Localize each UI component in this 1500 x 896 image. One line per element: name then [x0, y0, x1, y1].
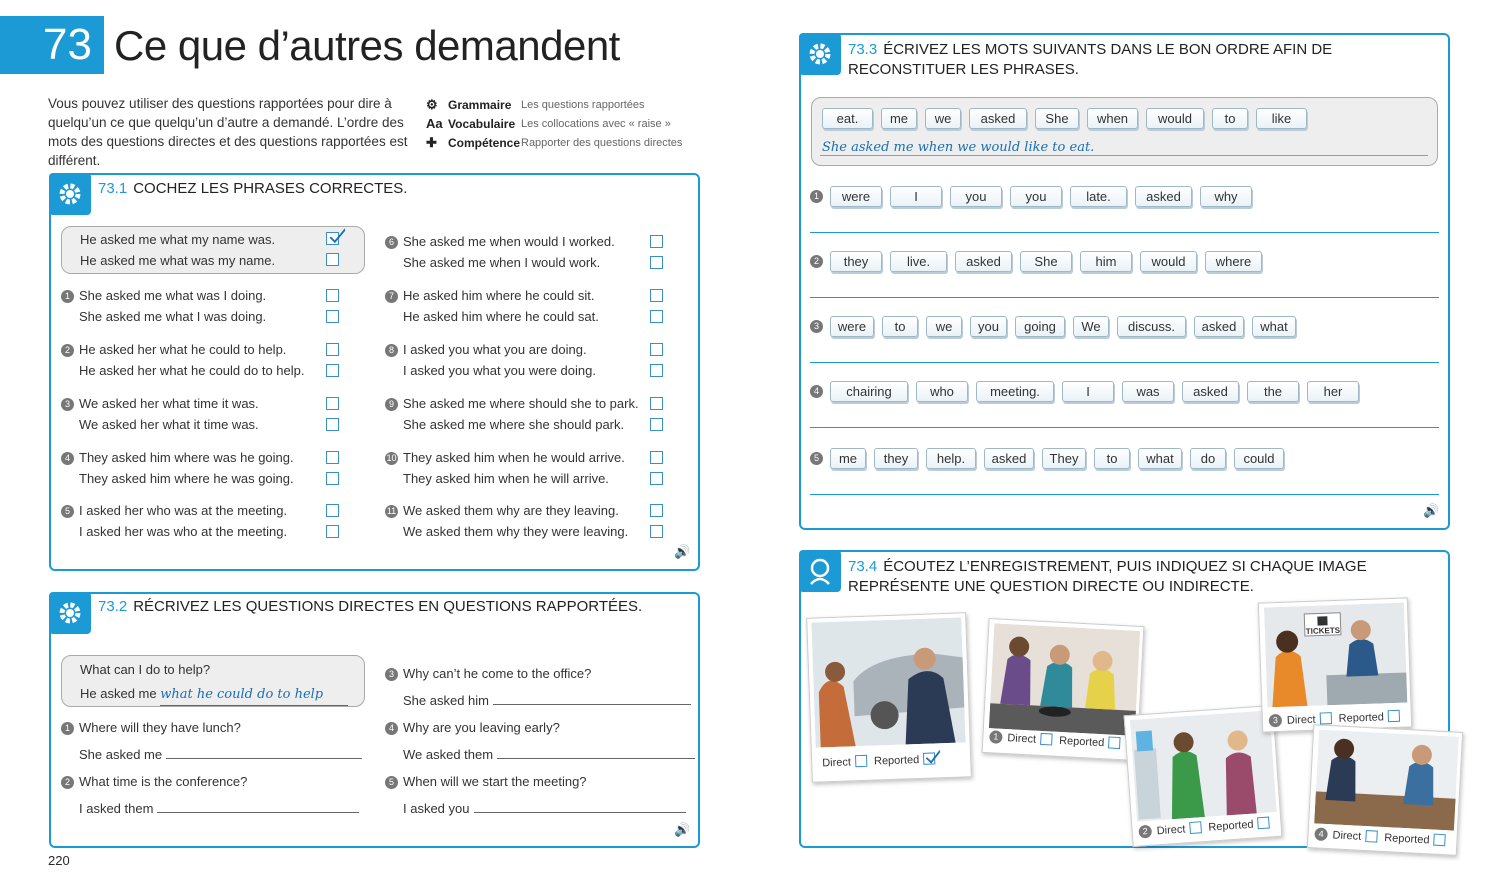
speaker-icon[interactable]: 🔊 [674, 822, 691, 837]
item-number: 9 [385, 398, 398, 411]
example-question: What can I do to help? [80, 662, 211, 677]
checkbox[interactable] [326, 253, 339, 266]
word-tile[interactable]: discuss. [1117, 316, 1186, 337]
sentence-option [61, 339, 286, 360]
checkbox[interactable] [326, 451, 339, 464]
sentence-option [61, 306, 266, 327]
checkbox[interactable] [650, 525, 663, 538]
legend-row [426, 133, 682, 152]
example-sentence: He asked me what was my name. [80, 253, 276, 268]
legend-key: Grammaire [448, 97, 512, 112]
item-number: 1 [810, 190, 823, 203]
word-tile[interactable]: would [1146, 108, 1204, 129]
sentence-option [61, 447, 294, 468]
chapter-number: 73 [0, 16, 104, 74]
direct-label: Direct [822, 756, 852, 770]
item-number: 5 [385, 776, 398, 789]
checkbox[interactable] [326, 289, 339, 302]
item-number: 7 [385, 290, 398, 303]
aa-icon: Aa [426, 116, 443, 131]
sentence-text: He asked her what he could to help. [79, 342, 287, 357]
exercise-title [98, 598, 642, 615]
sentence-option [61, 393, 259, 414]
exercise-instruction: ÉCRIVEZ LES MOTS SUIVANTS DANS LE BON ORDRE AFIN DE [883, 41, 1333, 58]
item-number: 2 [61, 776, 74, 789]
answer-prefix: We asked them [403, 747, 494, 762]
word-tile[interactable]: do [1190, 448, 1226, 469]
word-tile[interactable]: what [1138, 448, 1182, 469]
sentence-text: She asked me what was I doing. [79, 288, 267, 303]
exercise-instruction: RECONSTITUER LES PHRASES. [848, 61, 1079, 78]
sentence-text: She asked me where she should park. [403, 417, 625, 432]
reported-checkbox[interactable] [1108, 736, 1121, 749]
sentence-option [385, 393, 639, 414]
direct-checkbox[interactable] [1319, 712, 1331, 724]
answer-line[interactable] [810, 494, 1439, 495]
answer-row [403, 744, 695, 765]
reported-label: Reported [1338, 711, 1385, 725]
answer-row [79, 798, 359, 819]
photo-caption [822, 752, 939, 769]
sentence-text: She asked me what I was doing. [79, 309, 267, 324]
sentence-text: They asked him when he will arrive. [403, 471, 609, 486]
photo-card-3 [1258, 597, 1412, 732]
sentence-option [61, 414, 259, 435]
checkbox[interactable] [326, 343, 339, 356]
exercise-instruction: REPRÉSENTE UNE QUESTION DIRECTE OU INDIRECTE. [848, 578, 1254, 595]
answer-row [403, 798, 686, 819]
word-tile[interactable]: we [925, 108, 961, 129]
sentence-option [61, 500, 287, 521]
sentence-text: He asked him where he could sat. [403, 309, 599, 324]
puzzle-icon: ✚ [426, 134, 437, 150]
direct-checkbox[interactable] [1040, 733, 1053, 746]
word-tile[interactable]: me [881, 108, 917, 129]
item-number: 1 [61, 722, 74, 735]
item-number: 4 [61, 452, 74, 465]
checkbox[interactable] [326, 504, 339, 517]
item-number: 5 [810, 452, 823, 465]
answer-line[interactable] [810, 362, 1439, 363]
reported-label: Reported [1058, 734, 1105, 750]
sentence-text: He asked him where he could sit. [403, 288, 595, 303]
word-tile[interactable]: you [950, 186, 1002, 207]
word-tile[interactable]: him [1080, 251, 1132, 272]
reported-label: Reported [873, 753, 920, 768]
sentence-text: They asked him when he would arrive. [403, 450, 625, 465]
listening-head-icon [799, 550, 841, 592]
answer-line[interactable] [810, 232, 1439, 233]
question-text: When will we start the meeting? [403, 774, 587, 789]
checkbox[interactable] [650, 451, 663, 464]
tickets-sign: TICKETS [1305, 625, 1341, 636]
word-tile[interactable]: who [916, 381, 968, 402]
legend-value: Les collocations avec « raise » [521, 117, 671, 130]
word-tile[interactable]: where [1205, 251, 1262, 272]
photo-illustration [1264, 603, 1407, 708]
word-tile[interactable]: to [1212, 108, 1248, 129]
checkbox[interactable] [650, 364, 663, 377]
word-tile[interactable]: when [1087, 108, 1138, 129]
direct-question [385, 771, 587, 792]
checkbox[interactable] [326, 397, 339, 410]
item-number: 4 [1314, 827, 1328, 841]
word-tile[interactable]: chairing [830, 381, 908, 402]
item-number: 3 [385, 668, 398, 681]
sentence-option [385, 360, 596, 381]
photo-card-4 [1307, 724, 1463, 856]
checkbox[interactable] [326, 310, 339, 323]
sentence-option [385, 339, 587, 360]
sentence-text: We asked her what it time was. [79, 417, 259, 432]
sentence-text: We asked them why they were leaving. [403, 524, 629, 539]
item-number: 3 [1269, 714, 1282, 727]
question-text: Where will they have lunch? [79, 720, 241, 735]
sentence-option [61, 521, 287, 542]
word-tile[interactable]: going [1015, 316, 1065, 337]
sentence-text: We asked her what time it was. [79, 396, 259, 411]
sentence-option [385, 306, 599, 327]
answer-line[interactable] [810, 427, 1439, 428]
word-tile[interactable]: She [1035, 108, 1079, 129]
photo-illustration [1314, 729, 1459, 830]
legend [426, 95, 682, 152]
example-answer: She asked me when we would like to eat. [822, 140, 1095, 155]
word-tile[interactable]: me [830, 448, 866, 469]
reported-checkbox[interactable] [1388, 710, 1400, 722]
checkbox[interactable] [650, 504, 663, 517]
word-tile[interactable]: was [1122, 381, 1174, 402]
photo-illustration [1130, 710, 1277, 822]
word-tile[interactable]: asked [984, 448, 1034, 469]
checkbox[interactable] [650, 418, 663, 431]
page-number: 220 [48, 853, 70, 868]
example-answer-line [80, 683, 348, 704]
word-tile[interactable]: why [1200, 186, 1252, 207]
exercise-title [98, 180, 407, 197]
word-tile[interactable]: asked [1182, 381, 1239, 402]
sentence-option [385, 521, 628, 542]
word-tile[interactable]: to [1094, 448, 1130, 469]
word-tile[interactable]: could [1234, 448, 1284, 469]
word-tile[interactable]: meeting. [976, 381, 1054, 402]
sentence-option [61, 468, 294, 489]
sentence-text: I asked you what you are doing. [403, 342, 587, 357]
word-tile[interactable]: asked [1135, 186, 1192, 207]
word-tile[interactable]: They [1042, 448, 1086, 469]
word-tile[interactable]: I [1062, 381, 1114, 402]
sentence-option [385, 231, 615, 252]
word-tile[interactable]: live. [890, 251, 947, 272]
word-tile[interactable]: to [882, 316, 918, 337]
sentence-option [61, 285, 266, 306]
photo-illustration [989, 623, 1140, 735]
answer-prefix: She asked me [79, 747, 163, 762]
checkbox[interactable] [650, 310, 663, 323]
sentence-option [385, 285, 594, 306]
exercise-instruction: RÉCRIVEZ LES QUESTIONS DIRECTES EN QUESTIONS RAPPORTÉES. [133, 598, 643, 615]
checkbox-checked[interactable] [326, 232, 339, 245]
direct-checkbox[interactable] [1365, 830, 1378, 843]
gear-icon [49, 173, 91, 215]
page-title: Ce que d’autres demandent [114, 22, 620, 69]
word-tile[interactable]: would [1140, 251, 1197, 272]
checkbox[interactable] [326, 418, 339, 431]
checkbox[interactable] [650, 235, 663, 248]
example-sentence: He asked me what my name was. [80, 232, 276, 247]
answer-line[interactable] [810, 297, 1439, 298]
sentence-option [61, 360, 304, 381]
answer-blank[interactable] [166, 745, 362, 759]
word-tile[interactable]: you [1010, 186, 1062, 207]
gear-icon [49, 592, 91, 634]
item-number: 10 [386, 453, 397, 463]
word-tile[interactable]: they [874, 448, 918, 469]
question-text: What time is the conference? [79, 774, 248, 789]
legend-row [426, 95, 682, 114]
sentence-text: She asked me when I would work. [403, 255, 601, 270]
reported-label: Reported [1383, 832, 1430, 847]
direct-label: Direct [1286, 713, 1316, 727]
word-tile[interactable]: We [1073, 316, 1109, 337]
item-number: 5 [61, 505, 74, 518]
legend-row [426, 114, 682, 133]
legend-key: Vocabulaire [448, 116, 516, 131]
sentence-option [385, 414, 624, 435]
direct-question [385, 717, 560, 738]
item-number: 8 [385, 344, 398, 357]
answer-prefix: He asked me [80, 686, 157, 701]
sentence-text: She asked me when would I worked. [403, 234, 615, 249]
sentence-option [385, 468, 609, 489]
word-tile[interactable]: eat. [822, 108, 873, 129]
answer-line [820, 155, 1428, 156]
exercise-number: 73.2 [98, 598, 128, 615]
exercise-instruction: ÉCOUTEZ L’ENREGISTREMENT, PUIS INDIQUEZ SI CHAQUE IMAGE [883, 558, 1367, 575]
word-tile[interactable]: asked [1194, 316, 1244, 337]
direct-label: Direct [1332, 829, 1362, 843]
photo-card-example [806, 612, 972, 782]
direct-label: Direct [1007, 732, 1037, 746]
word-tile[interactable]: her [1307, 381, 1359, 402]
word-tile[interactable]: were [830, 316, 874, 337]
answer-prefix: She asked him [403, 693, 489, 708]
checkbox[interactable] [326, 525, 339, 538]
photo-card-2 [1124, 705, 1283, 847]
word-tile[interactable]: they [830, 251, 882, 272]
direct-checkbox[interactable] [1189, 821, 1202, 834]
exercise-number: 73.1 [98, 180, 128, 197]
item-number: 11 [386, 506, 397, 516]
sentence-option [385, 447, 625, 468]
checkbox[interactable] [650, 397, 663, 410]
answer-row [403, 690, 691, 711]
sentence-text: She asked me where should she to park. [403, 396, 639, 411]
exercise-title [848, 557, 1367, 597]
answer-blank[interactable] [474, 799, 686, 813]
exercise-number: 73.4 [848, 558, 878, 575]
word-tile[interactable]: She [1020, 251, 1072, 272]
example-answer: what he could do to help [160, 684, 348, 706]
sentence-text: He asked her what he could do to help. [79, 363, 305, 378]
answer-blank[interactable] [493, 691, 691, 705]
word-tile[interactable]: late. [1070, 186, 1127, 207]
answer-prefix: I asked them [79, 801, 154, 816]
answer-blank[interactable] [497, 745, 695, 759]
question-text: Why are you leaving early? [403, 720, 560, 735]
item-number: 2 [61, 344, 74, 357]
reported-checkbox-checked[interactable] [923, 752, 935, 764]
item-number: 1 [61, 290, 74, 303]
speaker-icon[interactable]: 🔊 [1423, 503, 1440, 518]
sentence-text: They asked him where he was going. [79, 471, 294, 486]
item-number: 4 [385, 722, 398, 735]
word-tile[interactable]: we [926, 316, 962, 337]
gear-icon: ⚙ [426, 96, 438, 112]
direct-label: Direct [1156, 823, 1186, 838]
direct-checkbox[interactable] [855, 755, 867, 767]
sentence-option [385, 500, 619, 521]
word-tile[interactable]: what [1252, 316, 1296, 337]
checkbox[interactable] [326, 472, 339, 485]
checkbox[interactable] [650, 343, 663, 356]
answer-row [79, 744, 362, 765]
item-number: 2 [1138, 825, 1152, 839]
exercise-number: 73.3 [848, 41, 878, 58]
question-text: Why can’t he come to the office? [403, 666, 592, 681]
photo-card-1 [982, 618, 1145, 761]
item-number: 2 [810, 255, 823, 268]
legend-key: Compétence [448, 135, 521, 150]
legend-value: Les questions rapportées [521, 98, 645, 111]
checkbox[interactable] [650, 289, 663, 302]
sentence-text: We asked them why are they leaving. [403, 503, 619, 518]
item-number: 4 [810, 385, 823, 398]
answer-prefix: I asked you [403, 801, 470, 816]
direct-question [61, 717, 241, 738]
sentence-text: I asked you what you were doing. [403, 363, 596, 378]
direct-question [385, 663, 591, 684]
word-tile[interactable]: the [1247, 381, 1299, 402]
word-tile[interactable]: like [1256, 108, 1307, 129]
word-tile[interactable]: were [830, 186, 882, 207]
reported-checkbox[interactable] [1257, 816, 1270, 829]
photo-caption [1314, 827, 1450, 847]
word-tile[interactable]: asked [955, 251, 1012, 272]
word-tile[interactable]: help. [926, 448, 976, 469]
sentence-option [385, 252, 600, 273]
sentence-text: I asked her who was at the meeting. [79, 503, 288, 518]
gear-icon [799, 33, 841, 75]
sentence-text: They asked him where was he going. [79, 450, 294, 465]
speaker-icon[interactable]: 🔊 [674, 544, 691, 559]
word-tile[interactable]: you [970, 316, 1007, 337]
intro-text: Vous pouvez utiliser des questions rapportées pour dire à quelqu’un ce que quelqu’un d’autre a demandé. L’ordre des mots des questions directes et des questions rapportées est différent. [48, 96, 408, 168]
word-tile[interactable]: asked [969, 108, 1027, 129]
direct-question [61, 771, 247, 792]
word-tile[interactable]: I [890, 186, 942, 207]
exercise-instruction: COCHEZ LES PHRASES CORRECTES. [133, 180, 408, 197]
checkbox[interactable] [650, 256, 663, 269]
answer-blank[interactable] [157, 799, 359, 813]
checkbox[interactable] [326, 364, 339, 377]
exercise-title [848, 40, 1332, 80]
reported-checkbox[interactable] [1433, 834, 1446, 847]
item-number: 3 [61, 398, 74, 411]
item-number: 3 [810, 320, 823, 333]
checkbox[interactable] [650, 472, 663, 485]
reported-label: Reported [1208, 818, 1254, 834]
legend-value: Rapporter des questions directes [521, 136, 683, 149]
photo-illustration [811, 617, 965, 747]
item-number: 1 [989, 730, 1003, 744]
sentence-text: I asked her was who at the meeting. [79, 524, 288, 539]
item-number: 6 [385, 236, 398, 249]
